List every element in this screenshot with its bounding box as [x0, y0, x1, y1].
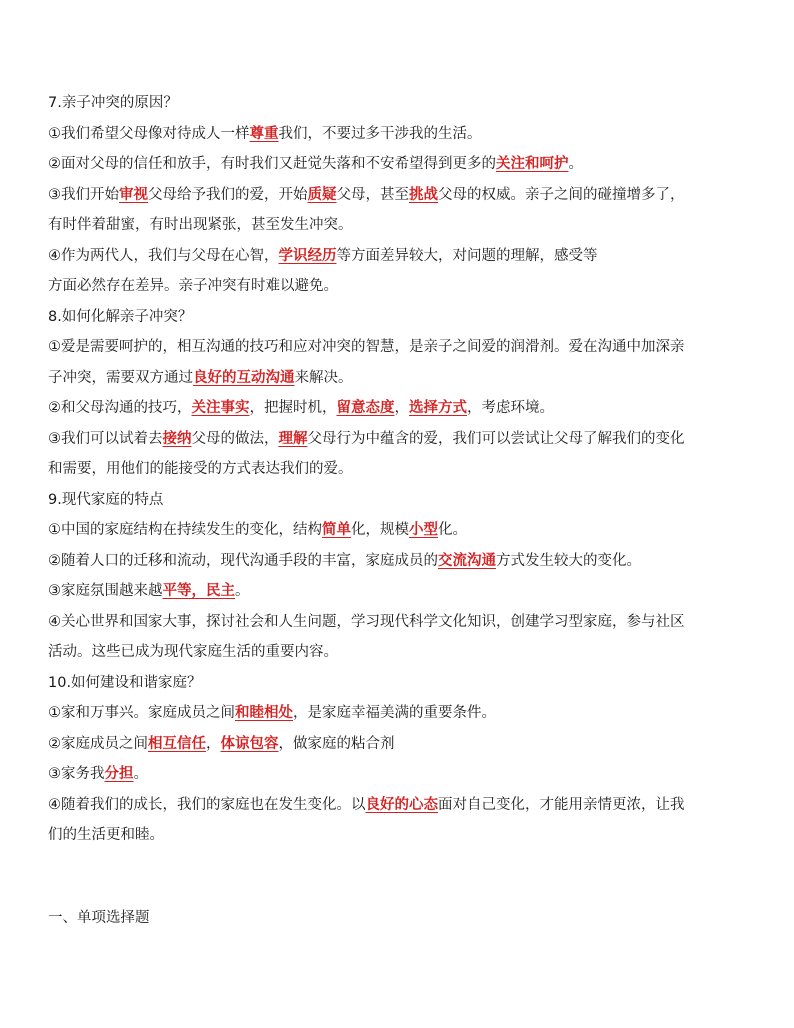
text-line-q9-item2 — [48, 546, 748, 577]
text-line-q9-item4a — [48, 607, 748, 638]
text-segment: ，考虑环境。 — [467, 400, 554, 416]
text-segment: ④关心世界和国家大事，探讨社会和人生问题，学习现代科学文化知识，创建学习型家庭，参与社区 — [48, 613, 685, 630]
section-spacer — [48, 851, 748, 903]
text-segment: 活动。这些已成为现代家庭生活的重要内容。 — [48, 644, 338, 660]
key-term: 分担 — [104, 766, 134, 782]
text-segment: ， — [394, 400, 409, 416]
text-segment: 父母行为中蕴含的爱，我们可以尝试让父母了解我们的变化 — [307, 430, 685, 447]
text-line-q9-item4b — [48, 637, 748, 668]
text-line-q8-item3a — [48, 424, 748, 455]
key-term: 理解 — [278, 430, 308, 447]
text-segment: 。 — [568, 156, 583, 172]
key-term: 选择方式 — [409, 400, 467, 416]
text-line-q7-item2 — [48, 149, 748, 180]
text-segment: ②随着人口的迁移和流动，现代沟通手段的丰富，家庭成员的 — [48, 552, 438, 569]
document-body — [48, 88, 748, 933]
key-term: 体谅包容 — [220, 735, 279, 752]
text-segment: 们的生活更和睦。 — [48, 827, 164, 843]
text-segment: 。 — [235, 583, 250, 599]
text-segment: ①爱是需要呵护的，相互沟通的技巧和应对冲突的智慧，是亲子之间爱的润滑剂。爱在沟通中加深亲 — [48, 339, 685, 355]
text-segment: 化。 — [438, 522, 467, 538]
key-term: 小型 — [409, 522, 438, 538]
text-segment: 有时伴着甜蜜，有时出现紧张，甚至发生冲突。 — [48, 217, 353, 233]
text-line-q7-item1 — [48, 119, 748, 150]
text-segment: ， — [206, 735, 221, 752]
text-segment: 7.亲子冲突的原因？ — [48, 95, 178, 111]
key-term: 和睦相处 — [235, 705, 293, 721]
text-line-q10-item1 — [48, 698, 748, 729]
key-term: 交流沟通 — [438, 552, 496, 569]
document-lines — [48, 88, 748, 851]
text-segment: ①我们希望父母像对待成人一样 — [48, 125, 250, 142]
text-segment: 父母的做法， — [191, 430, 279, 447]
text-segment: 9.现代家庭的特点 — [48, 491, 164, 508]
text-segment: 方面必然存在差异。亲子冲突有时难以避免。 — [48, 278, 338, 294]
text-line-q7-item3a — [48, 180, 748, 211]
text-line-q8-item2 — [48, 393, 748, 424]
text-line-q10-item4a — [48, 790, 748, 821]
text-segment: ，做家庭的粘合剂 — [278, 735, 395, 752]
key-term: 尊重 — [249, 125, 279, 142]
text-line-q8-item1b — [48, 363, 748, 394]
text-segment: 父母，甚至 — [336, 186, 409, 203]
text-segment: 父母的权威。亲子之间的碰撞增多了， — [438, 186, 685, 203]
key-term: 留意态度 — [336, 400, 395, 416]
text-line-q9-item3 — [48, 576, 748, 607]
text-segment: 。 — [133, 766, 148, 782]
text-segment: 10.如何建设和谐家庭？ — [48, 674, 202, 691]
key-term: 挑战 — [409, 186, 438, 203]
text-segment: ，把握时机， — [249, 400, 337, 416]
text-segment: ④作为两代人，我们与父母在心智， — [48, 247, 279, 264]
text-line-q7-item3b — [48, 210, 748, 241]
text-segment: 方式发生较大的变化。 — [496, 552, 641, 569]
key-term: 关注和呵护 — [496, 156, 569, 172]
text-segment: ②和父母沟通的技巧， — [48, 400, 192, 416]
text-segment: ，是家庭幸福美满的重要条件。 — [293, 705, 496, 721]
text-line-q7-title — [48, 88, 748, 119]
text-segment: ③家务我 — [48, 766, 105, 782]
key-term: 学识经历 — [278, 247, 337, 264]
text-line-q10-item3 — [48, 759, 748, 790]
text-line-q8-item3b — [48, 454, 748, 485]
text-segment: 和需要，用他们的能接受的方式表达我们的爱。 — [48, 461, 353, 477]
text-line-q8-title — [48, 302, 748, 333]
key-term: 相互信任 — [148, 735, 206, 752]
section-heading: 一、单项选择题 — [48, 909, 150, 926]
text-segment: 来解决。 — [294, 369, 353, 386]
text-segment: 子冲突，需要双方通过 — [48, 369, 193, 386]
text-segment: 等方面差异较大，对问题的理解，感受等 — [336, 247, 598, 264]
key-term: 良好的互动沟通 — [193, 369, 295, 386]
text-segment: 我们，不要过多干涉我的生活。 — [278, 125, 482, 142]
text-segment: ①家和万事兴。家庭成员之间 — [48, 705, 235, 721]
text-segment: 面对自己变化，才能用亲情更浓，让我 — [438, 796, 685, 813]
key-term: 良好的心态 — [365, 796, 438, 813]
text-segment: ③我们可以试着去 — [48, 430, 163, 447]
text-segment: ②家庭成员之间 — [48, 735, 148, 752]
text-segment: 父母给予我们的爱，开始 — [148, 186, 308, 203]
text-line-q7-item4b — [48, 271, 748, 302]
text-line-q10-item2 — [48, 729, 748, 760]
text-line-q10-item4b — [48, 820, 748, 851]
text-line-q9-item1 — [48, 515, 748, 546]
key-term: 简单 — [322, 522, 351, 538]
text-line-q10-title — [48, 668, 748, 699]
text-line-q7-item4a — [48, 241, 748, 272]
text-line-q9-title — [48, 485, 748, 516]
text-segment: ④随着我们的成长，我们的家庭也在发生变化。以 — [48, 796, 366, 813]
key-term: 关注事实 — [191, 400, 250, 416]
text-segment: 化，规模 — [351, 522, 409, 538]
key-term: 审视 — [119, 186, 148, 203]
text-segment: 8.如何化解亲子冲突？ — [48, 308, 193, 325]
key-term: 质疑 — [307, 186, 337, 203]
key-term: 接纳 — [162, 430, 192, 447]
text-segment: ③家庭氛围越来越 — [48, 583, 163, 599]
key-term: 平等，民主 — [162, 583, 235, 599]
text-segment: ②面对父母的信任和放手，有时我们又赶觉失落和不安希望得到更多的 — [48, 156, 496, 172]
text-segment: ③我们开始 — [48, 186, 119, 203]
text-segment: ①中国的家庭结构在持续发生的变化，结构 — [48, 522, 322, 538]
text-line-q8-item1a — [48, 332, 748, 363]
